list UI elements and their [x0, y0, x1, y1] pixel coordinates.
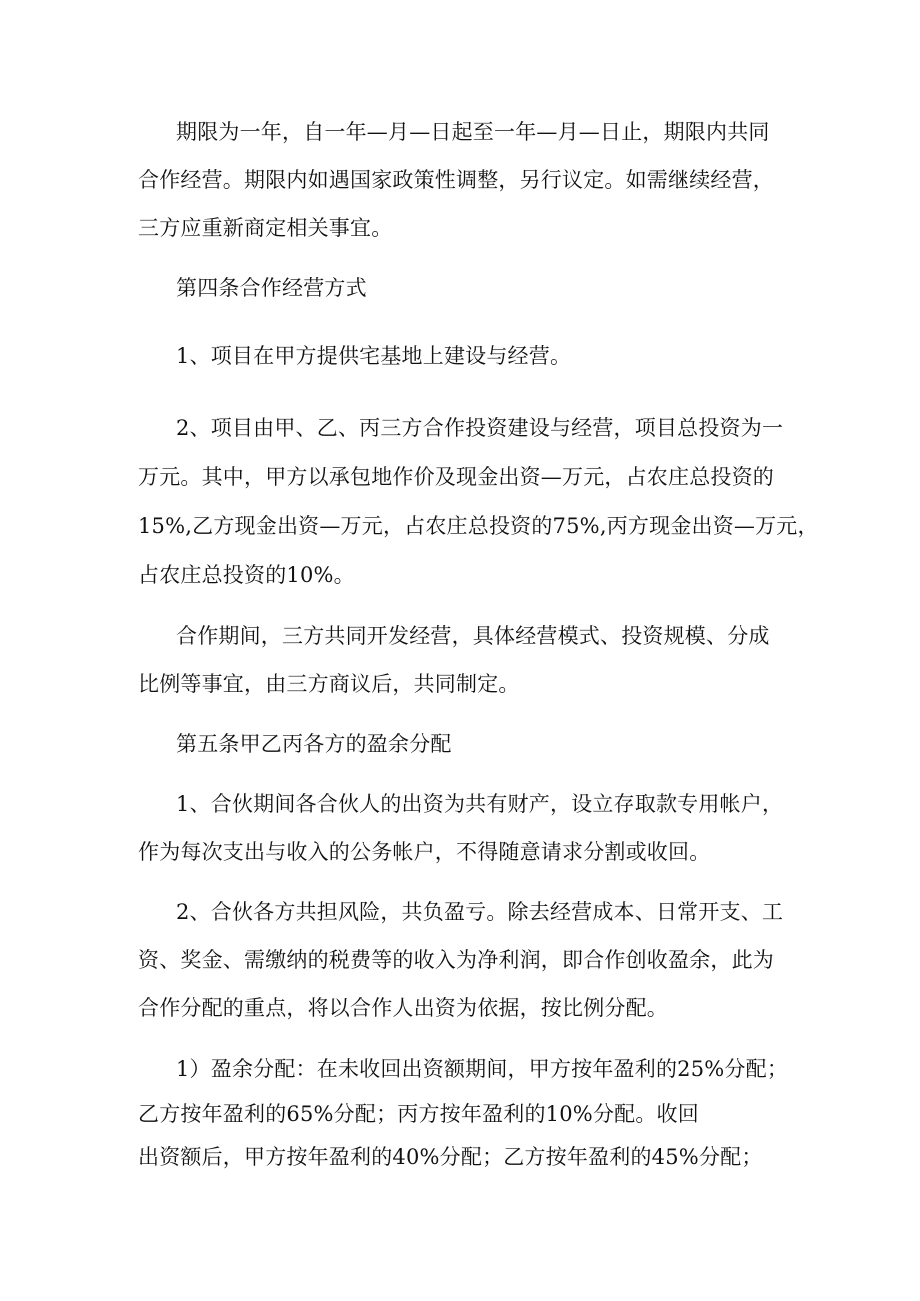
article-5-item-2-line-2: 资、奖金、需缴纳的税费等的收入为净利润，即合作创收盈余，此为	[138, 948, 774, 972]
cooperation-paragraph-line-1: 合作期间，三方共同开发经营，具体经营模式、投资规模、分成	[176, 624, 770, 648]
article-5-item-2-line-3: 合作分配的重点，将以合作人出资为依据，按比例分配。	[138, 996, 668, 1020]
article-4-item-2-line-1: 2、项目由甲、乙、丙三方合作投资建设与经营，项目总投资为一	[176, 416, 784, 440]
profit-distribution-line-2: 乙方按年盈利的65%分配；丙方按年盈利的10%分配。收回	[138, 1102, 699, 1126]
cooperation-paragraph-line-2: 比例等事宜，由三方商议后，共同制定。	[138, 672, 520, 696]
paragraph-term-line-3: 三方应重新商定相关事宜。	[138, 216, 393, 240]
profit-distribution-line-3: 出资额后，甲方按年盈利的40%分配；乙方按年盈利的45%分配；	[138, 1145, 763, 1169]
article-4-item-2-line-4: 占农庄总投资的10%。	[138, 563, 355, 587]
article-5-item-1-line-2: 作为每次支出与收入的公务帐户，不得随意请求分割或收回。	[138, 840, 711, 864]
paragraph-term-line-2: 合作经营。期限内如遇国家政策性调整，另行议定。如需继续经营，	[138, 168, 774, 192]
article-5-heading: 第五条甲乙丙各方的盈余分配	[176, 732, 452, 756]
article-4-item-1: 1、项目在甲方提供宅基地上建设与经营。	[176, 344, 572, 368]
paragraph-term-line-1: 期限为一年，自一年—月—日起至一年—月—日止，期限内共同	[176, 120, 770, 144]
article-4-item-2-line-2: 万元。其中，甲方以承包地作价及现金出资—万元，占农庄总投资的	[138, 465, 774, 489]
article-4-heading: 第四条合作经营方式	[176, 276, 367, 300]
article-4-item-2-line-3: 15%,乙方现金出资—万元，占农庄总投资的75%,丙方现金出资—万元，	[138, 514, 819, 538]
article-5-item-1-line-1: 1、合伙期间各合伙人的出资为共有财产，设立存取款专用帐户，	[176, 792, 784, 816]
article-5-item-2-line-1: 2、合伙各方共担风险，共负盈亏。除去经营成本、日常开支、工	[176, 900, 784, 924]
profit-distribution-line-1: 1）盈余分配：在未收回出资额期间，甲方按年盈利的25%分配；	[176, 1057, 789, 1081]
